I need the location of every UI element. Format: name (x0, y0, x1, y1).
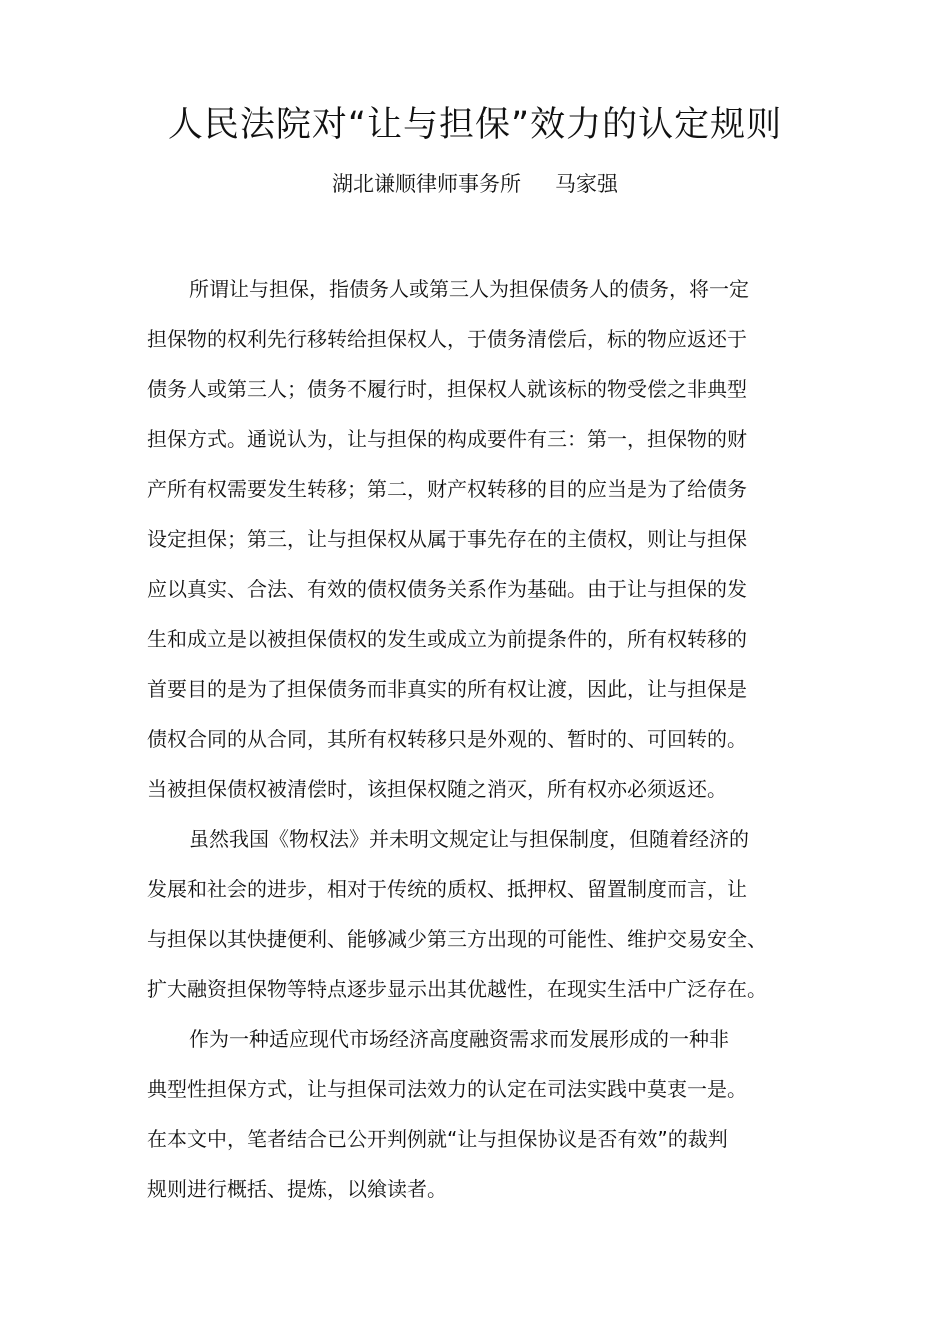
author-byline (0, 167, 950, 201)
paragraph-line: 虽然我国《物权法》并未明文规定让与担保制度，但随着经济的 (189, 827, 749, 851)
author-organization: 湖北谦顺律师事务所 (332, 172, 521, 196)
paragraph-line: 规则进行概括、提炼，以飨读者。 (147, 1177, 447, 1201)
paragraph-line: 债权合同的从合同，其所有权转移只是外观的、暂时的、可回转的。 (147, 727, 747, 751)
document-body (147, 264, 812, 1214)
paragraph-3 (147, 1014, 812, 1214)
paragraph-line: 所谓让与担保，指债务人或第三人为担保债务人的债务，将一定 (189, 277, 749, 301)
paragraph-line: 发展和社会的进步，相对于传统的质权、抵押权、留置制度而言，让 (147, 877, 747, 901)
paragraph-line: 应以真实、合法、有效的债权债务关系作为基础。由于让与担保的发 (147, 577, 747, 601)
paragraph-line: 担保物的权利先行移转给担保权人，于债务清偿后，标的物应返还于 (147, 327, 747, 351)
paragraph-line: 作为一种适应现代市场经济高度融资需求而发展形成的一种非 (189, 1027, 729, 1051)
paragraph-line: 典型性担保方式，让与担保司法效力的认定在司法实践中莫衷一是。 (147, 1077, 747, 1101)
paragraph-line: 当被担保债权被清偿时，该担保权随之消灭，所有权亦必须返还。 (147, 777, 727, 801)
paragraph-line: 债务人或第三人；债务不履行时，担保权人就该标的物受偿之非典型 (147, 377, 747, 401)
paragraph-2 (147, 814, 812, 1014)
page-title: 人民法院对“让与担保”效力的认定规则 (167, 105, 783, 145)
paragraph-1 (147, 264, 812, 814)
paragraph-line: 设定担保；第三，让与担保权从属于事先存在的主债权，则让与担保 (147, 527, 747, 551)
author-name: 马家强 (555, 172, 618, 196)
paragraph-line: 在本文中，笔者结合已公开判例就“让与担保协议是否有效”的裁判 (147, 1127, 728, 1151)
paragraph-line: 首要目的是为了担保债务而非真实的所有权让渡，因此，让与担保是 (147, 677, 747, 701)
paragraph-line: 产所有权需要发生转移；第二，财产权转移的目的应当是为了给债务 (147, 477, 747, 501)
paragraph-line: 担保方式。通说认为，让与担保的构成要件有三：第一，担保物的财 (147, 427, 747, 451)
paragraph-line: 扩大融资担保物等特点逐步显示出其优越性，在现实生活中广泛存在。 (147, 977, 767, 1001)
paragraph-line: 生和成立是以被担保债权的发生或成立为前提条件的，所有权转移的 (147, 627, 747, 651)
paragraph-line: 与担保以其快捷便利、能够减少第三方出现的可能性、维护交易安全、 (147, 927, 767, 951)
